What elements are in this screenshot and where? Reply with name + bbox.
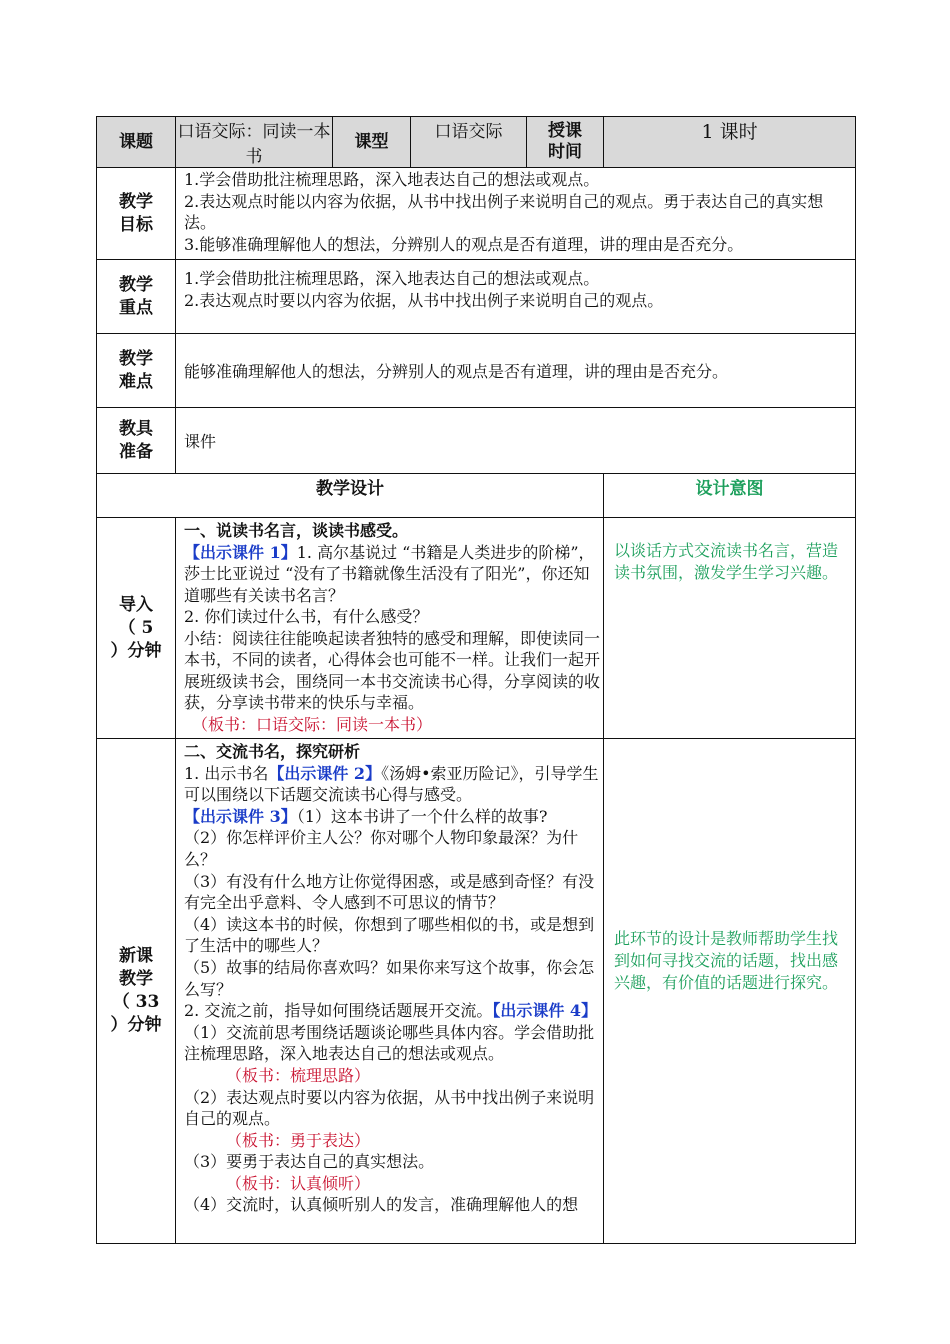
intro-q2: 2. 你们读过什么书，有什么感受？ — [184, 607, 429, 626]
newlesson-t2: （2）表达观点时要以内容为依据，从书中找出例子来说明自己的观点。 — [184, 1087, 595, 1129]
intent-header: 设计意图 — [604, 474, 856, 518]
focus-label: 教学 重点 — [97, 260, 176, 334]
design-header: 教学设计 — [97, 474, 604, 518]
newlesson-board-1: （板书：梳理思路） — [226, 1065, 371, 1085]
newlesson-t4: （4）交流时，认真倾听别人的发言，准确理解他人的想 — [184, 1195, 579, 1215]
focus-content — [176, 260, 856, 334]
intro-intent: 以谈话方式交流读书名言，营造读书氛围，激发学生学习兴趣。 — [604, 518, 856, 739]
intro-q1: 【出示课件 1】1. 高尔基说过 “书籍是人类进步的阶梯”，莎士比亚说过 “没有了书籍就像生活没有了阳光”，你还知道哪些有关读书名言？ — [184, 542, 595, 605]
time-label: 授课 时间 — [527, 117, 604, 168]
courseware-2-tag: 【出示课件 2】 — [268, 763, 382, 783]
intro-summary: 小结：阅读往往能唤起读者独特的感受和理解，即使读同一本书，不同的读者，心得体会也可能不一样。让我们一起开展班级读书会，围绕同一本书交流读书心得，分享阅读的收获，分享读书带来的快乐与幸福。 — [184, 628, 601, 712]
focus-line-1: 1.学会借助批注梳理思路，深入地表达自己的想法或观点。 — [184, 269, 600, 288]
newlesson-q4: （4）读这本书的时候，你想到了哪些相似的书，或是想到了生活中的哪些人？ — [184, 914, 595, 956]
newlesson-t3: （3）要勇于表达自己的真实想法。 — [184, 1152, 435, 1172]
tools-row — [97, 408, 856, 474]
newlesson-p2: 2. 交流之前，指导如何围绕话题展开交流。【出示课件 4】 — [184, 1001, 598, 1021]
newlesson-board-3: （板书：认真倾听） — [226, 1173, 371, 1193]
newlesson-p1: 1. 出示书名【出示课件 2】《汤姆•索亚历险记》，引导学生可以围绕以下话题交流读书心得与感受。 — [184, 763, 599, 805]
intro-heading: 一、说读书名言，谈读书感受。 — [184, 521, 409, 540]
header-row — [97, 117, 856, 168]
goals-label: 教学 目标 — [97, 168, 176, 260]
tools-label: 教具 准备 — [97, 408, 176, 474]
newlesson-t1: （1）交流前思考围绕话题谈论哪些具体内容。学会借助批注梳理思路，深入地表达自己的想法或观点。 — [184, 1022, 595, 1064]
intro-row — [97, 518, 856, 739]
topic-label: 课题 — [97, 117, 176, 168]
intro-board: （板书：口语交际：同读一本书） — [192, 714, 433, 734]
goal-line-3: 3.能够准确理解他人的想法，分辨别人的观点是否有道理，讲的理由是否充分。 — [184, 234, 744, 254]
goal-line-2: 2.表达观点时能以内容为依据，从书中找出例子来说明自己的观点。勇于表达自己的真实想法。 — [184, 191, 824, 232]
lesson-plan-table — [96, 116, 856, 1244]
newlesson-row — [97, 739, 856, 1244]
difficulty-row — [97, 334, 856, 408]
intro-content — [176, 518, 604, 739]
tools-content: 课件 — [176, 408, 856, 474]
difficulty-content: 能够准确理解他人的想法，分辨别人的观点是否有道理，讲的理由是否充分。 — [176, 334, 856, 408]
focus-row — [97, 260, 856, 334]
newlesson-board-2: （板书：勇于表达） — [226, 1130, 371, 1150]
type-value: 口语交际 — [411, 117, 527, 168]
newlesson-heading: 二、交流书名，探究研析 — [184, 742, 361, 761]
courseware-4-tag: 【出示课件 4】 — [492, 1001, 598, 1021]
design-header-row — [97, 474, 856, 518]
courseware-3-tag: 【出示课件 3】 — [184, 806, 297, 826]
newlesson-q2: （2）你怎样评价主人公？你对哪个人物印象最深？为什么？ — [184, 828, 579, 869]
type-label: 课型 — [333, 117, 411, 168]
courseware-1-tag: 【出示课件 1】 — [184, 542, 297, 562]
time-value: 1 课时 — [604, 117, 856, 168]
newlesson-q3: （3）有没有什么地方让你觉得困惑，或是感到奇怪？有没有完全出乎意料、令人感到不可思议的情节？ — [184, 871, 595, 913]
goal-line-1: 1.学会借助批注梳理思路，深入地表达自己的想法或观点。 — [184, 170, 600, 189]
focus-line-2: 2.表达观点时要以内容为依据，从书中找出例子来说明自己的观点。 — [184, 290, 664, 310]
goals-content — [176, 168, 856, 260]
intro-label: 导入 （ 5 ）分钟 — [97, 518, 176, 739]
goals-row — [97, 168, 856, 260]
newlesson-content — [176, 739, 604, 1244]
newlesson-label: 新课 教学 （ 33 ）分钟 — [97, 739, 176, 1244]
topic-value: 口语交际：同读一本书 — [176, 117, 333, 168]
newlesson-q5: （5）故事的结局你喜欢吗？如果你来写这个故事，你会怎么写？ — [184, 957, 595, 999]
newlesson-intent: 此环节的设计是教师帮助学生找到如何寻找交流的话题，找出感兴趣，有价值的话题进行探究。 — [604, 739, 856, 1244]
difficulty-label: 教学 难点 — [97, 334, 176, 408]
newlesson-q1: 【出示课件 3】（1）这本书讲了一个什么样的故事? — [184, 806, 548, 826]
